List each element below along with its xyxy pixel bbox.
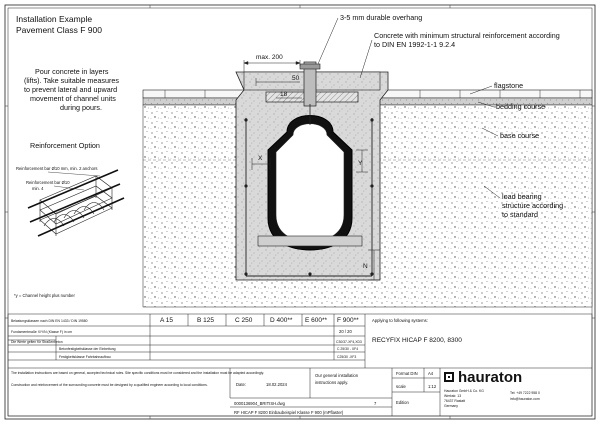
drawing-title-line2: Pavement Class F 900 — [16, 25, 102, 35]
title-block — [8, 314, 592, 416]
row-embedding-value: C 25/30 - XF4 — [337, 347, 359, 351]
overhang-note: 3-5 mm durable overhang — [340, 13, 423, 22]
dim-n-label: N — [363, 263, 368, 270]
layer-label-base: base course — [500, 131, 540, 140]
class-c250: C 250 — [235, 317, 253, 324]
pour-note-line2: (lifts). Take suitable measures — [24, 76, 119, 85]
pour-note-line3: to prevent lateral and upward — [24, 85, 118, 94]
layer-label-flagstone: flagstone — [494, 81, 524, 90]
reinforcement-title: Reinforcement Option — [30, 141, 100, 150]
hauraton-logo-icon — [444, 372, 454, 382]
format-value: A4 — [428, 371, 434, 376]
load-note-line2: structure according — [502, 201, 564, 210]
row-concrete-value: C30/37-XF4,XD3 — [336, 340, 362, 344]
row-dimensions-label: Fundamentmaße X/Y/N (Klasse F) in cm — [11, 330, 73, 334]
row-structure-value: C25/30 -XF3 — [337, 355, 357, 359]
address-line2: Werkstr. 13 — [444, 394, 462, 398]
row-structure-label: Festigkeitsklasse Fahrbahnaufbau — [59, 355, 111, 359]
fine-print-2: Construction and reinforcement of the surrounding concrete must be designed by a qualified engineer according to local conditions. — [11, 383, 208, 387]
pour-note-line5: during pours. — [60, 103, 102, 112]
channel-body-inner — [276, 124, 344, 242]
row-dimensions-value: 20 / 20 — [339, 329, 352, 334]
address-line3: 76437 Rastatt — [444, 399, 466, 403]
reinforcement-label-1: Reinforcement bar Ø10 mm, min. 2 anchors — [16, 166, 98, 171]
class-d400: D 400** — [270, 317, 293, 324]
dim-x-label: X — [258, 155, 263, 162]
classes-header-label: Belastungsklassen nach DIN EN 1433 / DIN 19580 — [11, 319, 88, 323]
drawing-description: RF HICAP F 8200 Einbaubeispiel Klasse F 900 (mPflaster) — [234, 410, 344, 415]
pour-note-line1: Pour concrete in layers — [35, 67, 109, 76]
format-label: Format DIN — [396, 371, 418, 376]
fine-print-1: The installation instructions are based on general, accepted technical rules. Site specific conditions must be considered and the installation must be adapted accordingly. — [11, 371, 265, 375]
class-b125: B 125 — [197, 317, 214, 324]
hauraton-logo-text: hauraton — [458, 369, 523, 386]
class-f900: F 900** — [337, 317, 359, 324]
file-name: 0000136904_BRITISH.dwg — [234, 401, 285, 406]
address-line4: Germany — [444, 404, 458, 408]
scale-value: 1:12 — [428, 384, 437, 389]
dim-max-label: max. 200 — [256, 54, 283, 61]
edition-label: Edition — [396, 400, 409, 405]
date-value: 18.02.2024 — [266, 382, 287, 387]
dim-18-label: 18 — [280, 91, 288, 98]
systems-value: RECYFIX HICAP F 8200, 8300 — [372, 337, 462, 344]
dim-max — [244, 60, 300, 72]
dim-y-label: Y — [358, 160, 363, 167]
load-note-line3: to standard — [502, 210, 538, 219]
reinforcement-cage-sketch — [40, 176, 112, 236]
class-a15: A 15 — [160, 317, 174, 324]
reinforcement-label-3: min. 4 — [32, 186, 44, 191]
channel-foot — [258, 236, 362, 246]
reinforcement-label-2: Reinforcement bar Ø10 — [26, 180, 70, 185]
load-note-line1: load bearing — [502, 192, 542, 201]
class-e600: E 600** — [305, 317, 328, 324]
footnote: *y = Channel height plus number — [14, 293, 75, 298]
overhang-leader — [318, 18, 338, 64]
row-embedding-label: Betonfestigkeitsklasse der Einbettung — [59, 347, 116, 351]
drawing-title-line1: Installation Example — [16, 14, 93, 24]
layer-label-bedding: bedding course — [496, 102, 546, 111]
slot-head — [300, 64, 320, 69]
installation-note-line1: Our general installation — [315, 373, 359, 378]
dim-50-label: 50 — [292, 75, 300, 82]
concrete-note-line1: Concrete with minimum structural reinforcement according — [374, 31, 560, 40]
pour-note-line4: movement of channel units — [30, 94, 116, 103]
reinforcement-leader-1 — [48, 172, 100, 176]
scale-label: scale — [396, 384, 406, 389]
row-concrete-label: Die Werte gelten für Straßenbeton — [11, 340, 63, 344]
email: info@hauraton.com — [510, 397, 540, 401]
file-number: 7 — [374, 401, 377, 406]
phone: Tel: +49 7222 958 0 — [510, 391, 540, 395]
concrete-note-line2: to DIN EN 1992-1-1 9.2.4 — [374, 40, 456, 49]
date-label: Date: — [236, 382, 247, 387]
applying-label: Applying to following systems: — [372, 318, 428, 323]
address-line1: Hauraton GmbH & Co. KG — [444, 389, 484, 393]
installation-note-line2: instructions apply. — [315, 380, 349, 385]
